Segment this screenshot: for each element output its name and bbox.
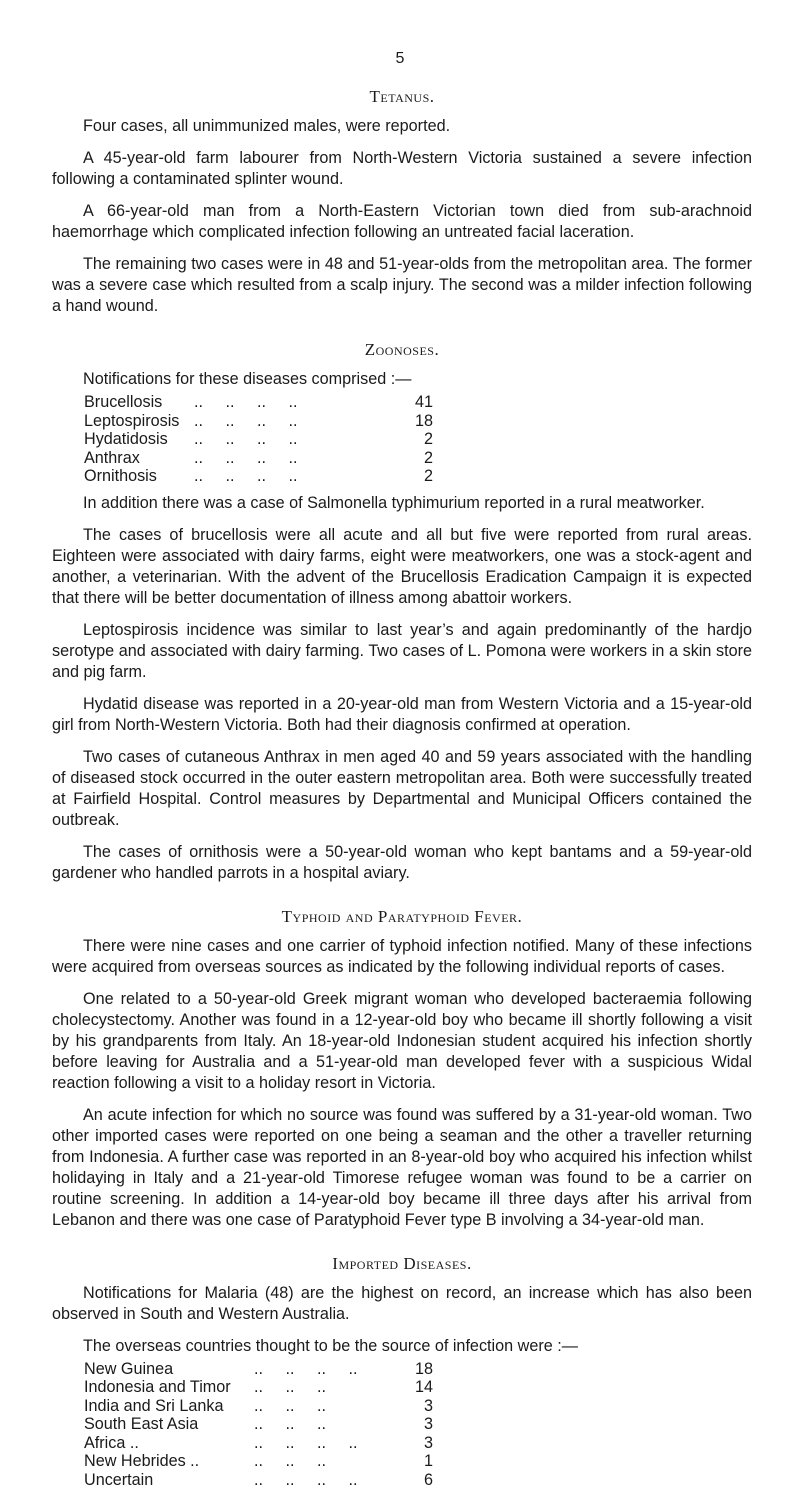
table-row [84,430,752,449]
typhoid-paragraph: An acute infection for which no source was found was suffered by a 31-year-old woman. Two other imported cases were reported on one being a seaman and the other a traveller returning from Indonesia. A further case was reported in an 8-year-old boy who acquired his infection whilst holidaying in Italy and a 21-year-old Timorese refugee woman was found to be a carrier on routine screening. In addition a 14-year-old boy became ill three days after his arrival from Lebanon and there was one case of Paratyphoid Fever type B involving a 34-year-old man. [52,1105,752,1229]
country-name: India and Sri Lanka [84,1396,224,1415]
table-row [84,1378,752,1397]
case-count: 2 [423,448,433,467]
tetanus-paragraph: A 45-year-old farm labourer from North-Western Victoria sustained a severe infection following a contaminated splinter wound. [52,149,752,188]
leader-dots: .. .. .. [254,1378,326,1396]
leader-dots: .. .. .. [254,1452,326,1470]
table-row [84,449,752,468]
zoonoses-paragraph: The cases of brucellosis were all acute and all but five were reported from rural areas. Eighteen were associated with dairy farms, eight were meatworkers, one was a stock-agent and another, a veterinarian. With the advent of the Brucellosis Eradication Campaign it is expected that there will be better documentation of illness among abattoir workers. [52,525,752,607]
imported-paragraph: The overseas countries thought to be the source of infection were :— [83,1336,578,1355]
typhoid-paragraph: There were nine cases and one carrier of typhoid infection notified. Many of these infections were acquired from overseas sources as indicated by the following individual reports of cases. [52,936,752,976]
disease-name: Anthrax [84,448,140,467]
leader-dots: .. .. .. .. [194,393,298,411]
table-row [84,1360,752,1379]
imported-heading: Imported Diseases. [332,1253,472,1273]
tetanus-paragraph: The remaining two cases were in 48 and 51-year-olds from the metropolitan area. The former was a severe case which resulted from a scalp injury. The second was a milder infection following a hand wound. [52,255,752,315]
case-count: 6 [423,1470,433,1489]
leader-dots: .. .. .. .. [254,1359,358,1378]
disease-name: Brucellosis [84,393,163,411]
table-row [84,1415,752,1434]
table-row [84,1452,752,1471]
zoonoses-intro: Notifications for these diseases comprised :— [83,370,412,388]
table-row [84,412,752,431]
disease-name: Leptospirosis [84,411,180,430]
country-name: Africa .. [84,1433,139,1452]
imported-table [84,1360,752,1490]
zoonoses-table [84,393,752,486]
document-body [52,86,752,1496]
disease-name: Ornithosis [84,467,157,485]
country-name: New Guinea [84,1359,174,1378]
leader-dots: .. .. .. .. [194,430,298,448]
leader-dots: .. .. .. .. [254,1470,358,1489]
case-count: 2 [423,467,433,485]
leader-dots: .. .. .. .. [194,411,298,430]
tetanus-heading: Tetanus. [369,87,435,106]
disease-name: Hydatidosis [84,430,168,448]
case-count: 1 [423,1452,433,1470]
table-row [84,1397,752,1416]
case-count: 41 [414,393,433,411]
leader-dots: .. .. .. [254,1396,326,1415]
country-name: Indonesia and Timor [84,1378,231,1396]
zoonoses-paragraph: Hydatid disease was reported in a 20-year-old man from Western Victoria and a 15-year-old girl from North-Western Victoria. Both had their diagnosis confirmed at operation. [52,694,752,734]
tetanus-paragraph: A 66-year-old man from a North-Eastern Victorian town died from sub-arachnoid haemorrhage which complicated infection following an untreated facial laceration. [52,202,752,241]
imported-paragraph: Notifications for Malaria (48) are the highest on record, an increase which has also been observed in South and Western Australia. [52,1283,752,1323]
country-name: Uncertain [84,1470,154,1489]
country-name: South East Asia [84,1415,199,1433]
case-count: 18 [414,1359,433,1378]
page-number: 5 [395,50,405,67]
case-count: 3 [423,1396,433,1415]
case-count: 18 [414,411,433,430]
typhoid-paragraph: One related to a 50-year-old Greek migrant woman who developed bacteraemia following cholecystectomy. Another was found in a 12-year-old boy who became ill shortly following a visit by his grandparents from Italy. An 18-year-old Indonesian student acquired his infection shortly before leaving for Australia and a 51-year-old man developed fever with a suspicious Widal reaction following a visit to a holiday resort in Victoria. [52,989,752,1092]
zoonoses-paragraph: Two cases of cutaneous Anthrax in men aged 40 and 59 years associated with the handling of diseased stock occurred in the outer eastern metropolitan area. Both were successfully treated at Fairfield Hospital. Control measures by Departmental and Municipal Officers contained the outbreak. [52,747,752,829]
leader-dots: .. .. .. .. [194,467,298,485]
country-name: New Hebrides .. [84,1452,200,1470]
zoonoses-paragraph: Leptospirosis incidence was similar to last year’s and again predominantly of the hardjo serotype and associated with dairy farming. Two cases of L. Pomona were workers in a skin store and pig farm. [52,620,752,681]
case-count: 3 [423,1415,433,1433]
case-count: 2 [423,430,433,448]
leader-dots: .. .. .. .. [194,448,298,467]
typhoid-heading: Typhoid and Paratyphoid Fever. [281,906,523,926]
table-row [84,393,752,412]
case-count: 3 [423,1433,433,1452]
leader-dots: .. .. .. [254,1415,326,1433]
tetanus-paragraph: Four cases, all unimmunized males, were reported. [83,117,451,135]
table-row [84,1471,752,1490]
zoonoses-heading: Zoonoses. [364,340,440,359]
zoonoses-paragraph: The cases of ornithosis were a 50-year-old woman who kept bantams and a 59-year-old gardener who handled parrots in a hospital aviary. [52,842,752,882]
table-row [84,467,752,486]
table-row [84,1434,752,1453]
leader-dots: .. .. .. .. [254,1433,358,1452]
zoonoses-paragraph: In addition there was a case of Salmonella typhimurium reported in a rural meatworker. [83,493,705,512]
case-count: 14 [414,1378,433,1396]
